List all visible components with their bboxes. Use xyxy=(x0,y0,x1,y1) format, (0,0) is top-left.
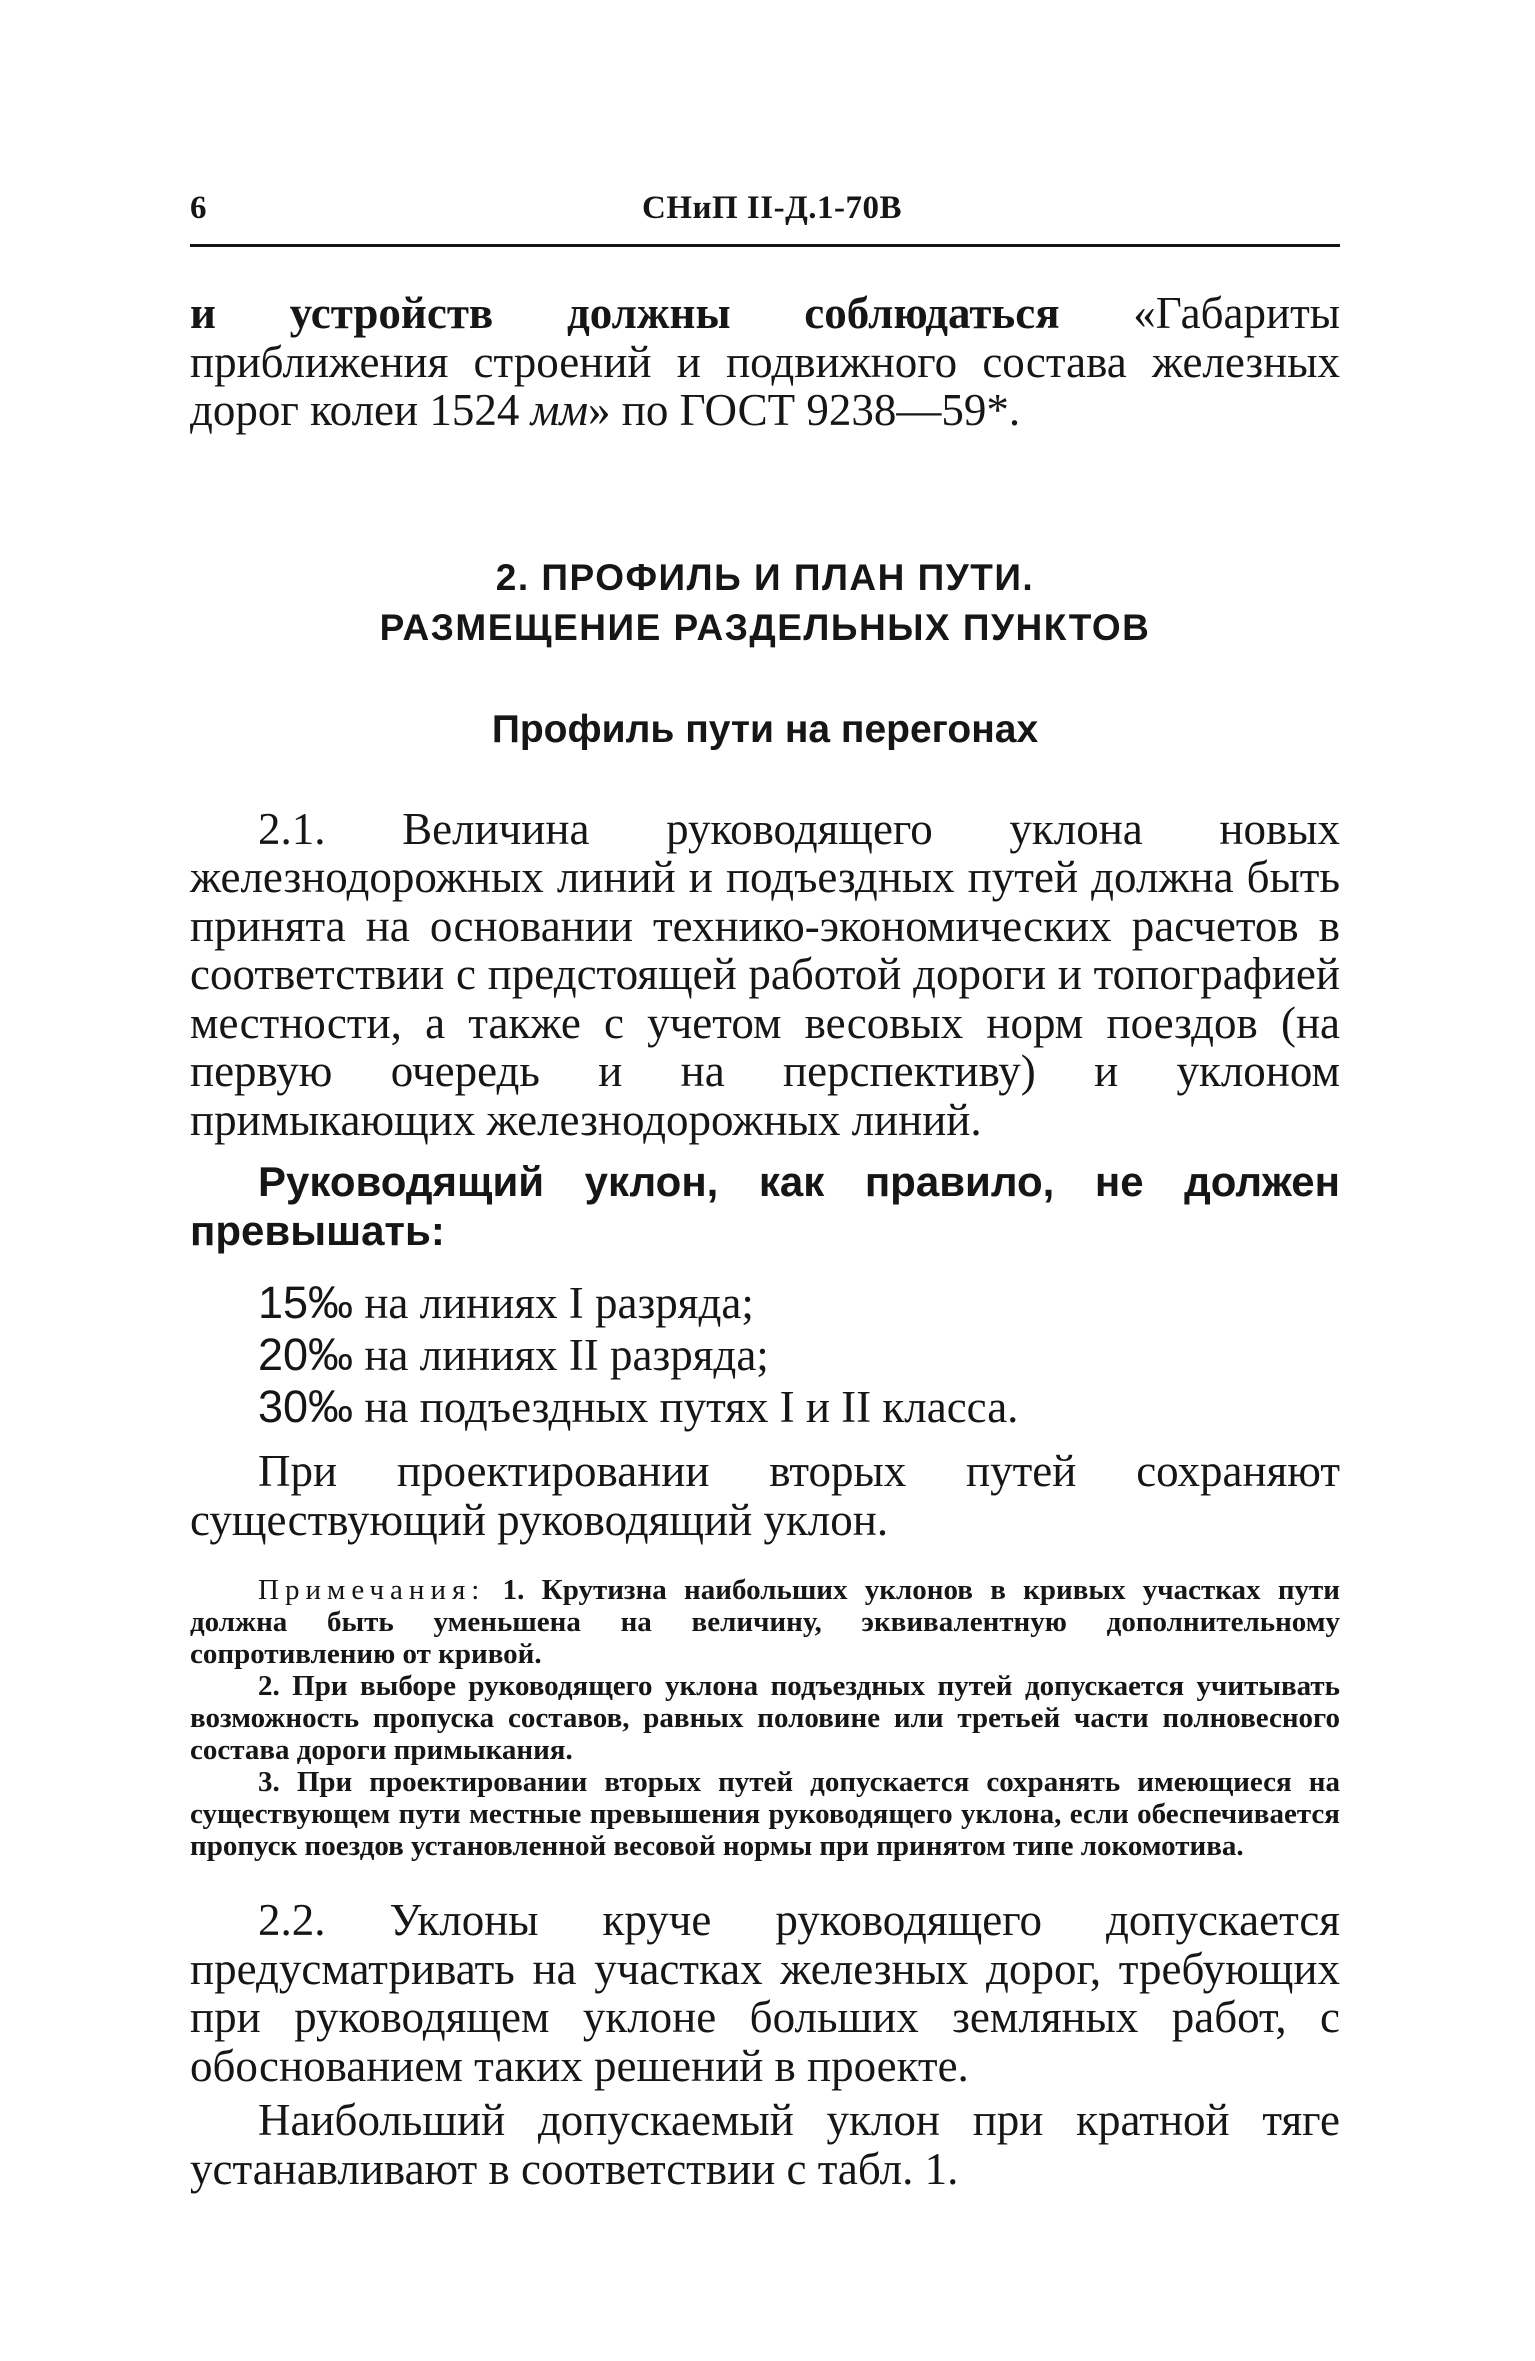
note-item: 3. При проектировании вторых путей допускается сохранять имеющиеся на существующем пути местные превышения руководящего уклона, если обеспечивается пропуск поездов установленной весовой нормы при принятом типе локомотива. xyxy=(190,1766,1340,1862)
note-item xyxy=(190,1574,1340,1670)
section-heading-line-1: 2. ПРОФИЛЬ И ПЛАН ПУТИ. xyxy=(495,556,1035,598)
running-header xyxy=(190,190,1340,238)
notes-label: Примечания: xyxy=(258,1574,486,1606)
document-code: СНиП II-Д.1-70В xyxy=(642,190,903,226)
limit-row xyxy=(258,1381,1340,1433)
ruling-grade-limits xyxy=(258,1277,1340,1433)
intro-unit: мм xyxy=(530,385,589,435)
paragraph-2-1: 2.1. Величина руководящего уклона новых железнодорожных линий и подъездных путей должна быть принята на основании технико-экономических расчетов в соответствии с предстоящей работой дороги и топографией местности, а также с учетом весовых норм поездов (на первую очередь и на перспективу) и уклоном примыкающих железнодорожных линий. xyxy=(190,803,1340,1145)
limit-text: на линиях I разряда; xyxy=(353,1278,754,1328)
page-number: 6 xyxy=(190,190,207,226)
note-text: 1. Крутизна наибольших уклонов в кривых участках пути должна быть уменьшена на величину, эквивалентную дополнительному сопротивлению от кривой. xyxy=(190,1574,1340,1670)
note-item: 2. При выборе руководящего уклона подъездных путей допускается учитывать возможность пропуска составов, равных половине или третьей части полновесного состава дороги примыкания. xyxy=(190,1670,1340,1766)
limit-text: на линиях II разряда; xyxy=(353,1330,769,1380)
limit-text: на подъездных путях I и II класса. xyxy=(353,1382,1019,1432)
subsection-heading: Профиль пути на перегонах xyxy=(491,707,1039,751)
limit-value: 15‰ xyxy=(258,1277,354,1328)
document-page xyxy=(190,190,1340,2193)
limit-row xyxy=(258,1277,1340,1329)
intro-text-a: «Габариты приближения строений и подвижного состава железных дорог колеи 1524 xyxy=(190,288,1340,435)
notes-block xyxy=(190,1574,1340,1862)
limit-value: 30‰ xyxy=(258,1381,354,1432)
section-heading-line-2: РАЗМЕЩЕНИЕ РАЗДЕЛЬНЫХ ПУНКТОВ xyxy=(379,606,1151,648)
paragraph-2-2: 2.2. Уклоны круче руководящего допускается предусматривать на участках железных дорог, требующих при руководящем уклоне больших земляных работ, с обоснованием таких решений в проекте. xyxy=(190,1895,1340,2091)
final-paragraph: Наибольший допускаемый уклон при кратной тяге устанавливают в соответствии с табл. 1. xyxy=(190,2095,1340,2194)
second-tracks-paragraph: При проектировании вторых путей сохраняют существующий руководящий уклон. xyxy=(190,1446,1340,1545)
header-rule xyxy=(190,244,1340,247)
intro-lead: и устройств должны соблюдаться xyxy=(190,288,1060,338)
ruling-grade-intro: Руководящий уклон, как правило, не должен превышать: xyxy=(190,1158,1340,1254)
limit-row xyxy=(258,1329,1340,1381)
limit-value: 20‰ xyxy=(258,1329,354,1380)
section-heading xyxy=(190,553,1340,653)
intro-text-b: » по ГОСТ 9238—59*. xyxy=(588,385,1021,435)
intro-paragraph xyxy=(190,289,1340,435)
